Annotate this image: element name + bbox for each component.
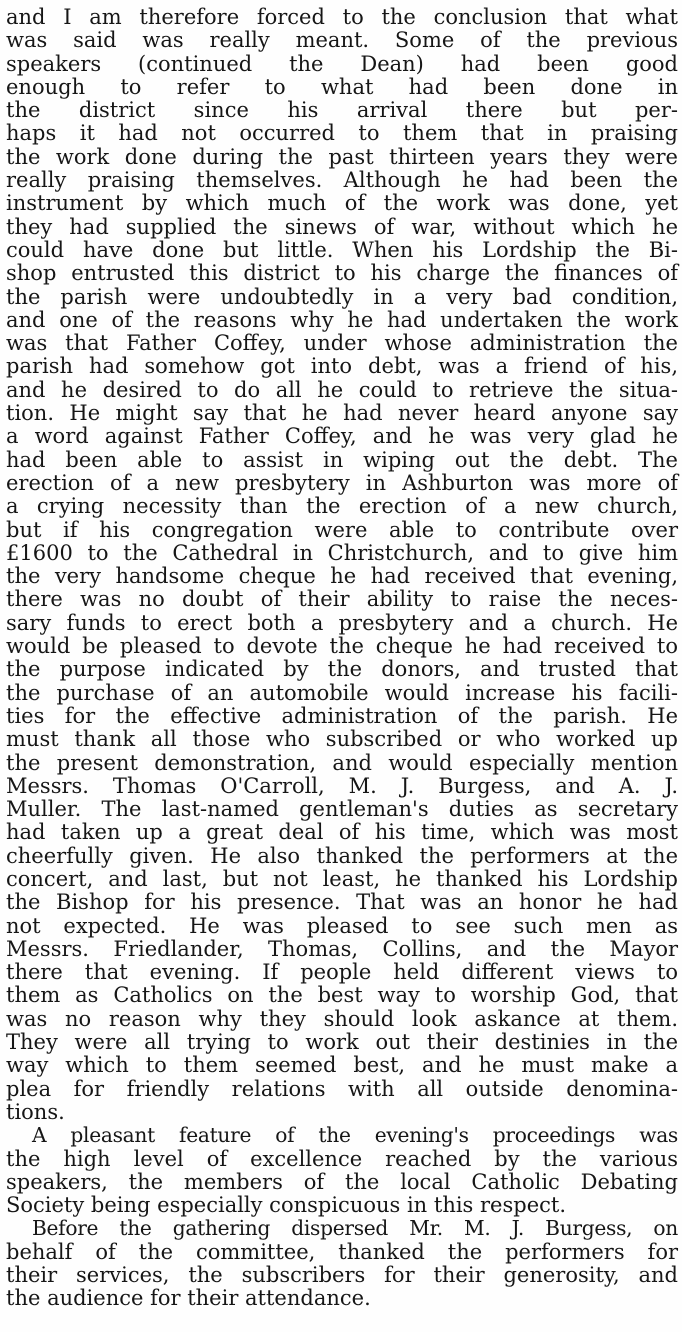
text-line: A pleasant feature of the evening's proceedings was	[32, 1123, 678, 1148]
text-line: and he desired to do all he could to retrieve the situa-	[6, 377, 678, 402]
text-line: haps it had not occurred to them that in praising	[6, 121, 678, 146]
text-line: Messrs. Thomas O'Carroll, M. J. Burgess, and A. J.	[6, 773, 678, 798]
text-line: and one of the reasons why he had undertaken the work	[6, 307, 678, 332]
text-line: there that evening. If people held different views to	[6, 960, 678, 985]
text-line: concert, and last, but not least, he thanked his Lordship	[6, 866, 678, 891]
text-line: would be pleased to devote the cheque he had received to	[6, 634, 678, 659]
text-line: the purchase of an automobile would increase his facili-	[6, 680, 678, 705]
text-line: tions.	[6, 1099, 65, 1124]
text-line: Before the gathering dispersed Mr. M. J. Burgess, on	[32, 1216, 678, 1241]
text-line: must thank all those who subscribed or who worked up	[6, 727, 678, 752]
text-line: shop entrusted this district to his charge the finances of	[6, 261, 678, 286]
text-line: behalf of the committee, thanked the performers for	[6, 1239, 678, 1264]
text-line: the Bishop for his presence. That was an honor he had	[6, 890, 678, 915]
text-line: plea for friendly relations with all outside denomina-	[6, 1076, 678, 1101]
text-line: £1600 to the Cathedral in Christchurch, and to give him	[6, 540, 678, 565]
text-line: was that Father Coffey, under whose administration the	[6, 331, 678, 356]
text-line: the parish were undoubtedly in a very bad condition,	[6, 284, 678, 309]
text-line: instrument by which much of the work was done, yet	[6, 191, 678, 216]
article-paragraph-main	[6, 6, 678, 1124]
text-line: cheerfully given. He also thanked the performers at the	[6, 843, 678, 868]
text-line: speakers, the members of the local Catholic Debating	[6, 1169, 678, 1194]
text-line: the present demonstration, and would especially mention	[6, 750, 678, 775]
text-line: tion. He might say that he had never heard anyone say	[6, 401, 678, 426]
text-line: Society being especially conspicuous in this respect.	[6, 1193, 566, 1218]
text-line: Muller. The last-named gentleman's duties as secretary	[6, 797, 678, 822]
text-line: them as Catholics on the best way to worship God, that	[6, 983, 678, 1008]
text-line: They were all trying to work out their destinies in the	[6, 1030, 678, 1055]
text-line: but if his congregation were able to contribute over	[6, 517, 678, 542]
text-line: sary funds to erect both a presbytery and a church. He	[6, 610, 678, 635]
text-line: the purpose indicated by the donors, and trusted that	[6, 657, 678, 682]
text-line: the work done during the past thirteen years they were	[6, 144, 678, 169]
text-line: enough to refer to what had been done in	[6, 74, 678, 99]
text-line: erection of a new presbytery in Ashburton was more of	[6, 470, 678, 495]
text-line: Messrs. Friedlander, Thomas, Collins, and the Mayor	[6, 936, 678, 961]
text-line: speakers (continued the Dean) had been good	[6, 51, 678, 76]
text-line: the very handsome cheque he had received that evening,	[6, 564, 678, 589]
text-line: a crying necessity than the erection of a new church,	[6, 494, 678, 519]
text-line: the audience for their attendance.	[6, 1286, 371, 1311]
text-line: their services, the subscribers for their generosity, and	[6, 1263, 678, 1288]
article-paragraph-closing	[6, 1217, 678, 1310]
text-line: the district since his arrival there but per-	[6, 98, 678, 123]
text-line: ties for the effective administration of the parish. He	[6, 703, 678, 728]
text-line: could have done but little. When his Lordship the Bi-	[6, 237, 678, 262]
text-line: was said was really meant. Some of the previous	[6, 28, 678, 53]
text-line: and I am therefore forced to the conclusion that what	[6, 5, 678, 29]
text-line: was no reason why they should look askance at them.	[6, 1006, 678, 1031]
text-line: not expected. He was pleased to see such men as	[6, 913, 678, 938]
text-line: had taken up a great deal of his time, which was most	[6, 820, 678, 845]
article-paragraph-proceedings	[6, 1124, 678, 1217]
text-line: a word against Father Coffey, and he was very glad he	[6, 424, 678, 449]
text-line: there was no doubt of their ability to raise the neces-	[6, 587, 678, 612]
text-line: way which to them seemed best, and he must make a	[6, 1053, 678, 1078]
text-line: really praising themselves. Although he had been the	[6, 168, 678, 193]
text-line: they had supplied the sinews of war, without which he	[6, 214, 678, 239]
text-line: had been able to assist in wiping out the debt. The	[6, 447, 678, 472]
text-line: the high level of excellence reached by the various	[6, 1146, 678, 1171]
text-line: parish had somehow got into debt, was a friend of his,	[6, 354, 678, 379]
